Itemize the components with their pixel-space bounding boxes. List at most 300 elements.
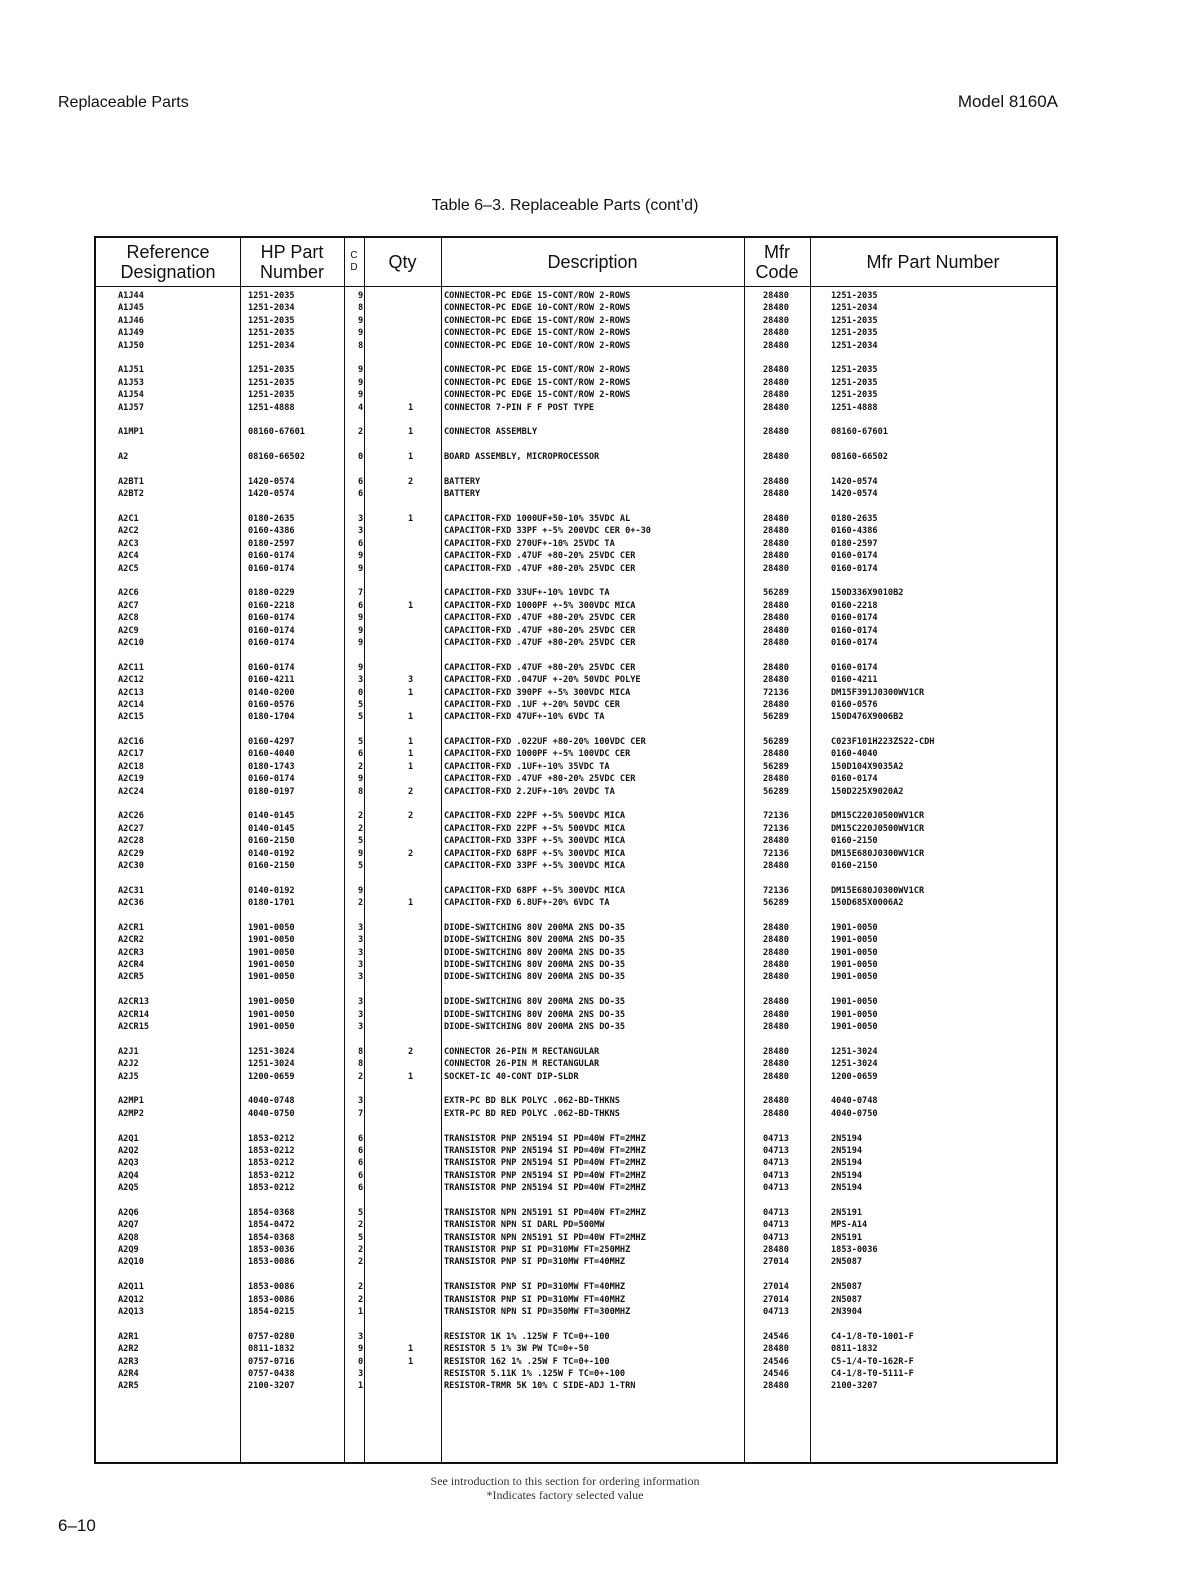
check-digit: 9 — [358, 390, 364, 401]
mfr-part-number: 2N5087 — [831, 1294, 863, 1305]
mfr-part-number: DM15E680J0300WV1CR — [831, 885, 925, 896]
table-row — [96, 587, 1056, 599]
ref-designation: A2C36 — [118, 898, 144, 909]
hp-part-number: 1853-0086 — [248, 1257, 295, 1268]
mfr-part-number: 0160-4386 — [831, 526, 878, 537]
model-label: Model 8160A — [957, 92, 1058, 111]
ref-designation: A2R5 — [118, 1381, 139, 1392]
hp-part-number: 1854-0368 — [248, 1207, 295, 1218]
check-digit: 6 — [358, 538, 364, 549]
hp-part-number: 1251-2035 — [248, 377, 295, 388]
ref-designation: A2Q7 — [118, 1220, 139, 1231]
qty: 1 — [408, 898, 414, 909]
mfr-code: 28480 — [763, 637, 789, 648]
mfr-code: 72136 — [763, 687, 789, 698]
description: TRANSISTOR PNP 2N5194 SI PD=40W FT=2MHZ — [444, 1170, 646, 1181]
mfr-code: 28480 — [763, 699, 789, 710]
hp-part-number: 1901-0050 — [248, 922, 295, 933]
table-row — [96, 674, 1056, 686]
hp-part-number: 0160-0174 — [248, 637, 295, 648]
hp-part-number: 1901-0050 — [248, 1022, 295, 1033]
ref-designation: A1J53 — [118, 377, 144, 388]
mfr-part-number: 1901-0050 — [831, 960, 878, 971]
check-digit: 6 — [358, 1145, 364, 1156]
check-digit: 5 — [358, 1207, 364, 1218]
hp-part-number: 1251-2035 — [248, 390, 295, 401]
hp-part-number: 1200-0659 — [248, 1071, 295, 1082]
mfr-code: 28480 — [763, 947, 789, 958]
check-digit: 1 — [358, 1307, 364, 1318]
table-row — [96, 786, 1056, 798]
mfr-code: 28480 — [763, 402, 789, 413]
mfr-code: 72136 — [763, 811, 789, 822]
row-group — [96, 426, 1056, 438]
mfr-code: 28480 — [763, 675, 789, 686]
description: BATTERY — [444, 476, 481, 487]
table-row — [96, 959, 1056, 971]
description: CAPACITOR-FXD 68PF +-5% 300VDC MICA — [444, 848, 626, 859]
ref-designation: A2J2 — [118, 1059, 139, 1070]
mfr-part-number: DM15F391J0300WV1CR — [831, 687, 925, 698]
mfr-code: 28480 — [763, 390, 789, 401]
description: DIODE-SWITCHING 80V 200MA 2NS DO-35 — [444, 1022, 626, 1033]
table-row — [96, 748, 1056, 760]
mfr-part-number: 0180-2635 — [831, 514, 878, 525]
check-digit: 3 — [358, 935, 364, 946]
description: CAPACITOR-FXD .1UF+-10% 35VDC TA — [444, 761, 610, 772]
check-digit: 9 — [358, 1344, 364, 1355]
check-digit: 1 — [358, 1381, 364, 1392]
ref-designation: A2CR3 — [118, 947, 144, 958]
row-group — [96, 1046, 1056, 1083]
mfr-code: 04713 — [763, 1170, 789, 1181]
mfr-code: 28480 — [763, 922, 789, 933]
description: RESISTOR-TRMR 5K 10% C SIDE-ADJ 1-TRN — [444, 1381, 636, 1392]
hp-part-number: 0180-1704 — [248, 712, 295, 723]
qty: 1 — [408, 761, 414, 772]
check-digit: 2 — [358, 811, 364, 822]
table-row — [96, 699, 1056, 711]
mfr-code: 28480 — [763, 662, 789, 673]
hp-part-number: 0811-1832 — [248, 1344, 295, 1355]
row-group — [96, 1095, 1056, 1120]
mfr-part-number: 1901-0050 — [831, 997, 878, 1008]
description: CAPACITOR-FXD 1000PF +-5% 300VDC MICA — [444, 600, 636, 611]
check-digit: 5 — [358, 712, 364, 723]
check-digit: 9 — [358, 613, 364, 624]
mfr-code: 56289 — [763, 898, 789, 909]
table-row — [96, 1182, 1056, 1194]
table-row — [96, 1170, 1056, 1182]
ref-designation: A2 — [118, 452, 129, 463]
description: CAPACITOR-FXD 33PF +-5% 300VDC MICA — [444, 860, 626, 871]
mfr-code: 04713 — [763, 1158, 789, 1169]
ref-designation: A2C19 — [118, 774, 144, 785]
table-row — [96, 1095, 1056, 1107]
ref-designation: A1J45 — [118, 303, 144, 314]
check-digit: 2 — [358, 1071, 364, 1082]
mfr-code: 56289 — [763, 712, 789, 723]
hp-part-number: 0140-0192 — [248, 885, 295, 896]
mfr-code: 27014 — [763, 1257, 789, 1268]
check-digit: 3 — [358, 1368, 364, 1379]
ref-designation: A2MP2 — [118, 1108, 144, 1119]
mfr-code: 28480 — [763, 972, 789, 983]
description: TRANSISTOR PNP SI PD=310MW FT=250MHZ — [444, 1245, 631, 1256]
mfr-code: 28480 — [763, 291, 789, 301]
check-digit: 9 — [358, 551, 364, 562]
mfr-part-number: 0160-0174 — [831, 625, 878, 636]
hp-part-number: 1251-2035 — [248, 328, 295, 339]
row-group — [96, 290, 1056, 352]
ref-designation: A2MP1 — [118, 1096, 144, 1107]
hp-part-number: 0160-0174 — [248, 613, 295, 624]
hp-part-number: 1420-0574 — [248, 489, 295, 500]
table-row — [96, 860, 1056, 872]
table-row — [96, 662, 1056, 674]
mfr-part-number: C5-1/4-T0-162R-F — [831, 1356, 914, 1367]
description: CAPACITOR-FXD 390PF +-5% 300VDC MICA — [444, 687, 631, 698]
check-digit: 3 — [358, 675, 364, 686]
mfr-part-number: 1251-3024 — [831, 1046, 878, 1057]
description: DIODE-SWITCHING 80V 200MA 2NS DO-35 — [444, 922, 626, 933]
table-row — [96, 1232, 1056, 1244]
description: CONNECTOR-PC EDGE 10-CONT/ROW 2-ROWS — [444, 303, 631, 314]
hp-part-number: 0180-1743 — [248, 761, 295, 772]
description: CONNECTOR ASSEMBLY — [444, 427, 538, 438]
table-row — [96, 996, 1056, 1008]
hp-part-number: 0140-0145 — [248, 823, 295, 834]
mfr-part-number: 1853-0036 — [831, 1245, 878, 1256]
table-row — [96, 488, 1056, 500]
table-row — [96, 290, 1056, 302]
row-group — [96, 364, 1056, 414]
qty: 1 — [408, 452, 414, 463]
description: CAPACITOR-FXD 2.2UF+-10% 20VDC TA — [444, 786, 615, 797]
description: CAPACITOR-FXD .47UF +80-20% 25VDC CER — [444, 613, 636, 624]
hp-part-number: 08160-67601 — [248, 427, 305, 438]
description: CAPACITOR-FXD 33PF +-5% 300VDC MICA — [444, 836, 626, 847]
mfr-part-number: 0160-0174 — [831, 613, 878, 624]
qty: 1 — [408, 737, 414, 748]
table-row — [96, 1108, 1056, 1120]
ref-designation: A2R2 — [118, 1344, 139, 1355]
qty: 1 — [408, 1356, 414, 1367]
ref-designation: A2C6 — [118, 588, 139, 599]
check-digit: 3 — [358, 972, 364, 983]
row-group — [96, 513, 1056, 575]
description: TRANSISTOR NPN 2N5191 SI PD=40W FT=2MHZ — [444, 1207, 646, 1218]
table-row — [96, 1256, 1056, 1268]
mfr-code: 28480 — [763, 1108, 789, 1119]
mfr-code: 56289 — [763, 737, 789, 748]
check-digit: 5 — [358, 860, 364, 871]
row-group — [96, 922, 1056, 984]
hp-part-number: 1901-0050 — [248, 972, 295, 983]
table-row — [96, 476, 1056, 488]
check-digit: 4 — [358, 402, 364, 413]
description: TRANSISTOR NPN SI PD=350MW FT=300MHZ — [444, 1307, 631, 1318]
table-row — [96, 625, 1056, 637]
table-row — [96, 364, 1056, 376]
check-digit: 0 — [358, 1356, 364, 1367]
ref-designation: A1MP1 — [118, 427, 144, 438]
check-digit: 5 — [358, 1232, 364, 1243]
hp-part-number: 0180-0229 — [248, 588, 295, 599]
ref-designation: A2C18 — [118, 761, 144, 772]
hp-part-number: 1853-0086 — [248, 1294, 295, 1305]
hp-part-number: 1251-3024 — [248, 1046, 295, 1057]
check-digit: 3 — [358, 922, 364, 933]
ref-designation: A1J50 — [118, 340, 144, 351]
check-digit: 8 — [358, 340, 364, 351]
hp-part-number: 1854-0215 — [248, 1307, 295, 1318]
check-digit: 2 — [358, 1257, 364, 1268]
description: CONNECTOR 26-PIN M RECTANGULAR — [444, 1059, 600, 1070]
mfr-code: 28480 — [763, 1046, 789, 1057]
table-row — [96, 1294, 1056, 1306]
mfr-code: 04713 — [763, 1145, 789, 1156]
hp-part-number: 1853-0212 — [248, 1133, 295, 1144]
mfr-part-number: 0160-2218 — [831, 600, 878, 611]
mfr-part-number: 2N5087 — [831, 1257, 863, 1268]
mfr-code: 28480 — [763, 613, 789, 624]
check-digit: 2 — [358, 761, 364, 772]
description: CONNECTOR-PC EDGE 15-CONT/ROW 2-ROWS — [444, 291, 631, 301]
ref-designation: A2Q8 — [118, 1232, 139, 1243]
ref-designation: A2CR5 — [118, 972, 144, 983]
hp-part-number: 0180-2635 — [248, 514, 295, 525]
table-row — [96, 426, 1056, 438]
hp-part-number: 0140-0192 — [248, 848, 295, 859]
mfr-code: 28480 — [763, 427, 789, 438]
hp-part-number: 08160-66502 — [248, 452, 305, 463]
ref-designation: A2C26 — [118, 811, 144, 822]
hp-part-number: 0757-0280 — [248, 1331, 295, 1342]
hp-part-number: 1251-2035 — [248, 365, 295, 376]
hp-part-number: 0160-2150 — [248, 860, 295, 871]
table-row — [96, 1356, 1056, 1368]
check-digit: 9 — [358, 885, 364, 896]
mfr-part-number: 1251-2035 — [831, 377, 878, 388]
hp-part-number: 0160-2218 — [248, 600, 295, 611]
ref-designation: A2C14 — [118, 699, 144, 710]
table-row — [96, 389, 1056, 401]
mfr-code: 28480 — [763, 340, 789, 351]
mfr-code: 56289 — [763, 786, 789, 797]
mfr-part-number: 0160-2150 — [831, 860, 878, 871]
mfr-part-number: 1251-2035 — [831, 390, 878, 401]
hp-part-number: 1901-0050 — [248, 947, 295, 958]
qty: 1 — [408, 600, 414, 611]
description: RESISTOR 5.11K 1% .125W F TC=0+-100 — [444, 1368, 626, 1379]
row-group — [96, 1331, 1056, 1393]
check-digit: 8 — [358, 786, 364, 797]
hp-part-number: 4040-0750 — [248, 1108, 295, 1119]
hp-part-number: 1251-2035 — [248, 315, 295, 326]
description: CONNECTOR 7-PIN F F POST TYPE — [444, 402, 595, 413]
hp-part-number: 0160-0174 — [248, 563, 295, 574]
mfr-code: 28480 — [763, 1059, 789, 1070]
footnote: See introduction to this section for ordering information *Indicates factory selected value — [430, 1474, 700, 1502]
table-row — [96, 773, 1056, 785]
hp-part-number: 1251-2034 — [248, 303, 295, 314]
check-digit: 9 — [358, 774, 364, 785]
mfr-part-number: 1251-2034 — [831, 303, 878, 314]
table-row — [96, 1133, 1056, 1145]
table-row — [96, 1281, 1056, 1293]
table-row — [96, 525, 1056, 537]
mfr-part-number: 0160-2150 — [831, 836, 878, 847]
hp-part-number: 0140-0145 — [248, 811, 295, 822]
hp-part-number: 1901-0050 — [248, 960, 295, 971]
mfr-code: 28480 — [763, 935, 789, 946]
check-digit: 5 — [358, 737, 364, 748]
description: DIODE-SWITCHING 80V 200MA 2NS DO-35 — [444, 960, 626, 971]
check-digit: 6 — [358, 476, 364, 487]
description: CAPACITOR-FXD 6.8UF+-20% 6VDC TA — [444, 898, 610, 909]
check-digit: 0 — [358, 687, 364, 698]
mfr-part-number: 150D685X0006A2 — [831, 898, 904, 909]
ref-designation: A2Q10 — [118, 1257, 144, 1268]
check-digit: 3 — [358, 1096, 364, 1107]
check-digit: 3 — [358, 947, 364, 958]
mfr-part-number: 150D104X9035A2 — [831, 761, 904, 772]
check-digit: 3 — [358, 514, 364, 525]
mfr-code: 28480 — [763, 1009, 789, 1020]
hp-part-number: 2100-3207 — [248, 1381, 295, 1392]
qty: 2 — [408, 848, 414, 859]
check-digit: 6 — [358, 1170, 364, 1181]
mfr-part-number: 1251-2035 — [831, 315, 878, 326]
mfr-code: 28480 — [763, 1022, 789, 1033]
table-row — [96, 1306, 1056, 1318]
ref-designation: A2C28 — [118, 836, 144, 847]
ref-designation: A2R3 — [118, 1356, 139, 1367]
hp-part-number: 0180-2597 — [248, 538, 295, 549]
mfr-code: 28480 — [763, 625, 789, 636]
description: TRANSISTOR NPN SI DARL PD=500MW — [444, 1220, 605, 1231]
table-row — [96, 823, 1056, 835]
ref-designation: A2R4 — [118, 1368, 139, 1379]
ref-designation: A2Q2 — [118, 1145, 139, 1156]
description: CAPACITOR-FXD 47UF+-10% 6VDC TA — [444, 712, 605, 723]
mfr-part-number: DM15C220J0500WV1CR — [831, 811, 925, 822]
mfr-part-number: 1901-0050 — [831, 935, 878, 946]
ref-designation: A2Q6 — [118, 1207, 139, 1218]
mfr-code: 04713 — [763, 1183, 789, 1194]
mfr-code: 28480 — [763, 551, 789, 562]
check-digit: 3 — [358, 1022, 364, 1033]
ref-designation: A2C27 — [118, 823, 144, 834]
table-row — [96, 315, 1056, 327]
qty: 1 — [408, 427, 414, 438]
col-hp-part-number: HP Part Number — [259, 242, 325, 282]
ref-designation: A2CR15 — [118, 1022, 150, 1033]
hp-part-number: 1901-0050 — [248, 935, 295, 946]
ref-designation: A2CR13 — [118, 997, 150, 1008]
mfr-part-number: 0160-0174 — [831, 774, 878, 785]
table-row — [96, 1244, 1056, 1256]
mfr-code: 28480 — [763, 836, 789, 847]
ref-designation: A2Q9 — [118, 1245, 139, 1256]
ref-designation: A2C4 — [118, 551, 139, 562]
mfr-code: 28480 — [763, 489, 789, 500]
check-digit: 9 — [358, 328, 364, 339]
ref-designation: A2Q5 — [118, 1183, 139, 1194]
mfr-part-number: 2N5191 — [831, 1207, 863, 1218]
description: CAPACITOR-FXD 68PF +-5% 300VDC MICA — [444, 885, 626, 896]
mfr-part-number: 08160-66502 — [831, 452, 888, 463]
hp-part-number: 0160-0174 — [248, 774, 295, 785]
table-row — [96, 1157, 1056, 1169]
mfr-part-number: 1901-0050 — [831, 1022, 878, 1033]
mfr-part-number: 1251-4888 — [831, 402, 878, 413]
page-number: 6–10 — [58, 1516, 96, 1535]
description: CONNECTOR-PC EDGE 15-CONT/ROW 2-ROWS — [444, 328, 631, 339]
mfr-code: 04713 — [763, 1220, 789, 1231]
table-title: Table 6–3. Replaceable Parts (cont’d) — [431, 197, 699, 214]
table-row — [96, 1331, 1056, 1343]
mfr-code: 28480 — [763, 860, 789, 871]
table-row — [96, 1368, 1056, 1380]
description: DIODE-SWITCHING 80V 200MA 2NS DO-35 — [444, 947, 626, 958]
description: CAPACITOR-FXD 33PF +-5% 200VDC CER 0+-30 — [444, 526, 651, 537]
check-digit: 2 — [358, 1282, 364, 1293]
ref-designation: A1J54 — [118, 390, 144, 401]
table-row — [96, 1009, 1056, 1021]
check-digit: 7 — [358, 1108, 364, 1119]
mfr-code: 28480 — [763, 1071, 789, 1082]
mfr-part-number: 0811-1832 — [831, 1344, 878, 1355]
mfr-part-number: C023F101H223ZS22-CDH — [831, 737, 935, 748]
ref-designation: A2Q3 — [118, 1158, 139, 1169]
mfr-part-number: 2N5191 — [831, 1232, 863, 1243]
ref-designation: A2C5 — [118, 563, 139, 574]
mfr-part-number: 0160-4040 — [831, 749, 878, 760]
description: CAPACITOR-FXD .47UF +80-20% 25VDC CER — [444, 662, 636, 673]
mfr-part-number: 1251-2035 — [831, 328, 878, 339]
ref-designation: A2C29 — [118, 848, 144, 859]
table-row — [96, 835, 1056, 847]
ref-designation: A1J44 — [118, 291, 144, 301]
row-group — [96, 736, 1056, 798]
description: CONNECTOR-PC EDGE 15-CONT/ROW 2-ROWS — [444, 377, 631, 388]
mfr-code: 28480 — [763, 1344, 789, 1355]
ref-designation: A2C1 — [118, 514, 139, 525]
description: CAPACITOR-FXD 22PF +-5% 500VDC MICA — [444, 811, 626, 822]
row-group — [96, 1207, 1056, 1269]
table-row — [96, 848, 1056, 860]
mfr-part-number: 4040-0750 — [831, 1108, 878, 1119]
ref-designation: A2CR1 — [118, 922, 144, 933]
ref-designation: A2CR14 — [118, 1009, 150, 1020]
mfr-part-number: 150D225X9020A2 — [831, 786, 904, 797]
ref-designation: A2C31 — [118, 885, 144, 896]
table-row — [96, 1380, 1056, 1392]
description: CAPACITOR-FXD 1000PF +-5% 100VDC CER — [444, 749, 631, 760]
qty: 1 — [408, 402, 414, 413]
mfr-code: 04713 — [763, 1232, 789, 1243]
check-digit: 8 — [358, 1059, 364, 1070]
table-row — [96, 340, 1056, 352]
check-digit: 0 — [358, 452, 364, 463]
description: CONNECTOR-PC EDGE 15-CONT/ROW 2-ROWS — [444, 315, 631, 326]
check-digit: 2 — [358, 1294, 364, 1305]
mfr-code: 28480 — [763, 303, 789, 314]
check-digit: 3 — [358, 997, 364, 1008]
table-row — [96, 687, 1056, 699]
